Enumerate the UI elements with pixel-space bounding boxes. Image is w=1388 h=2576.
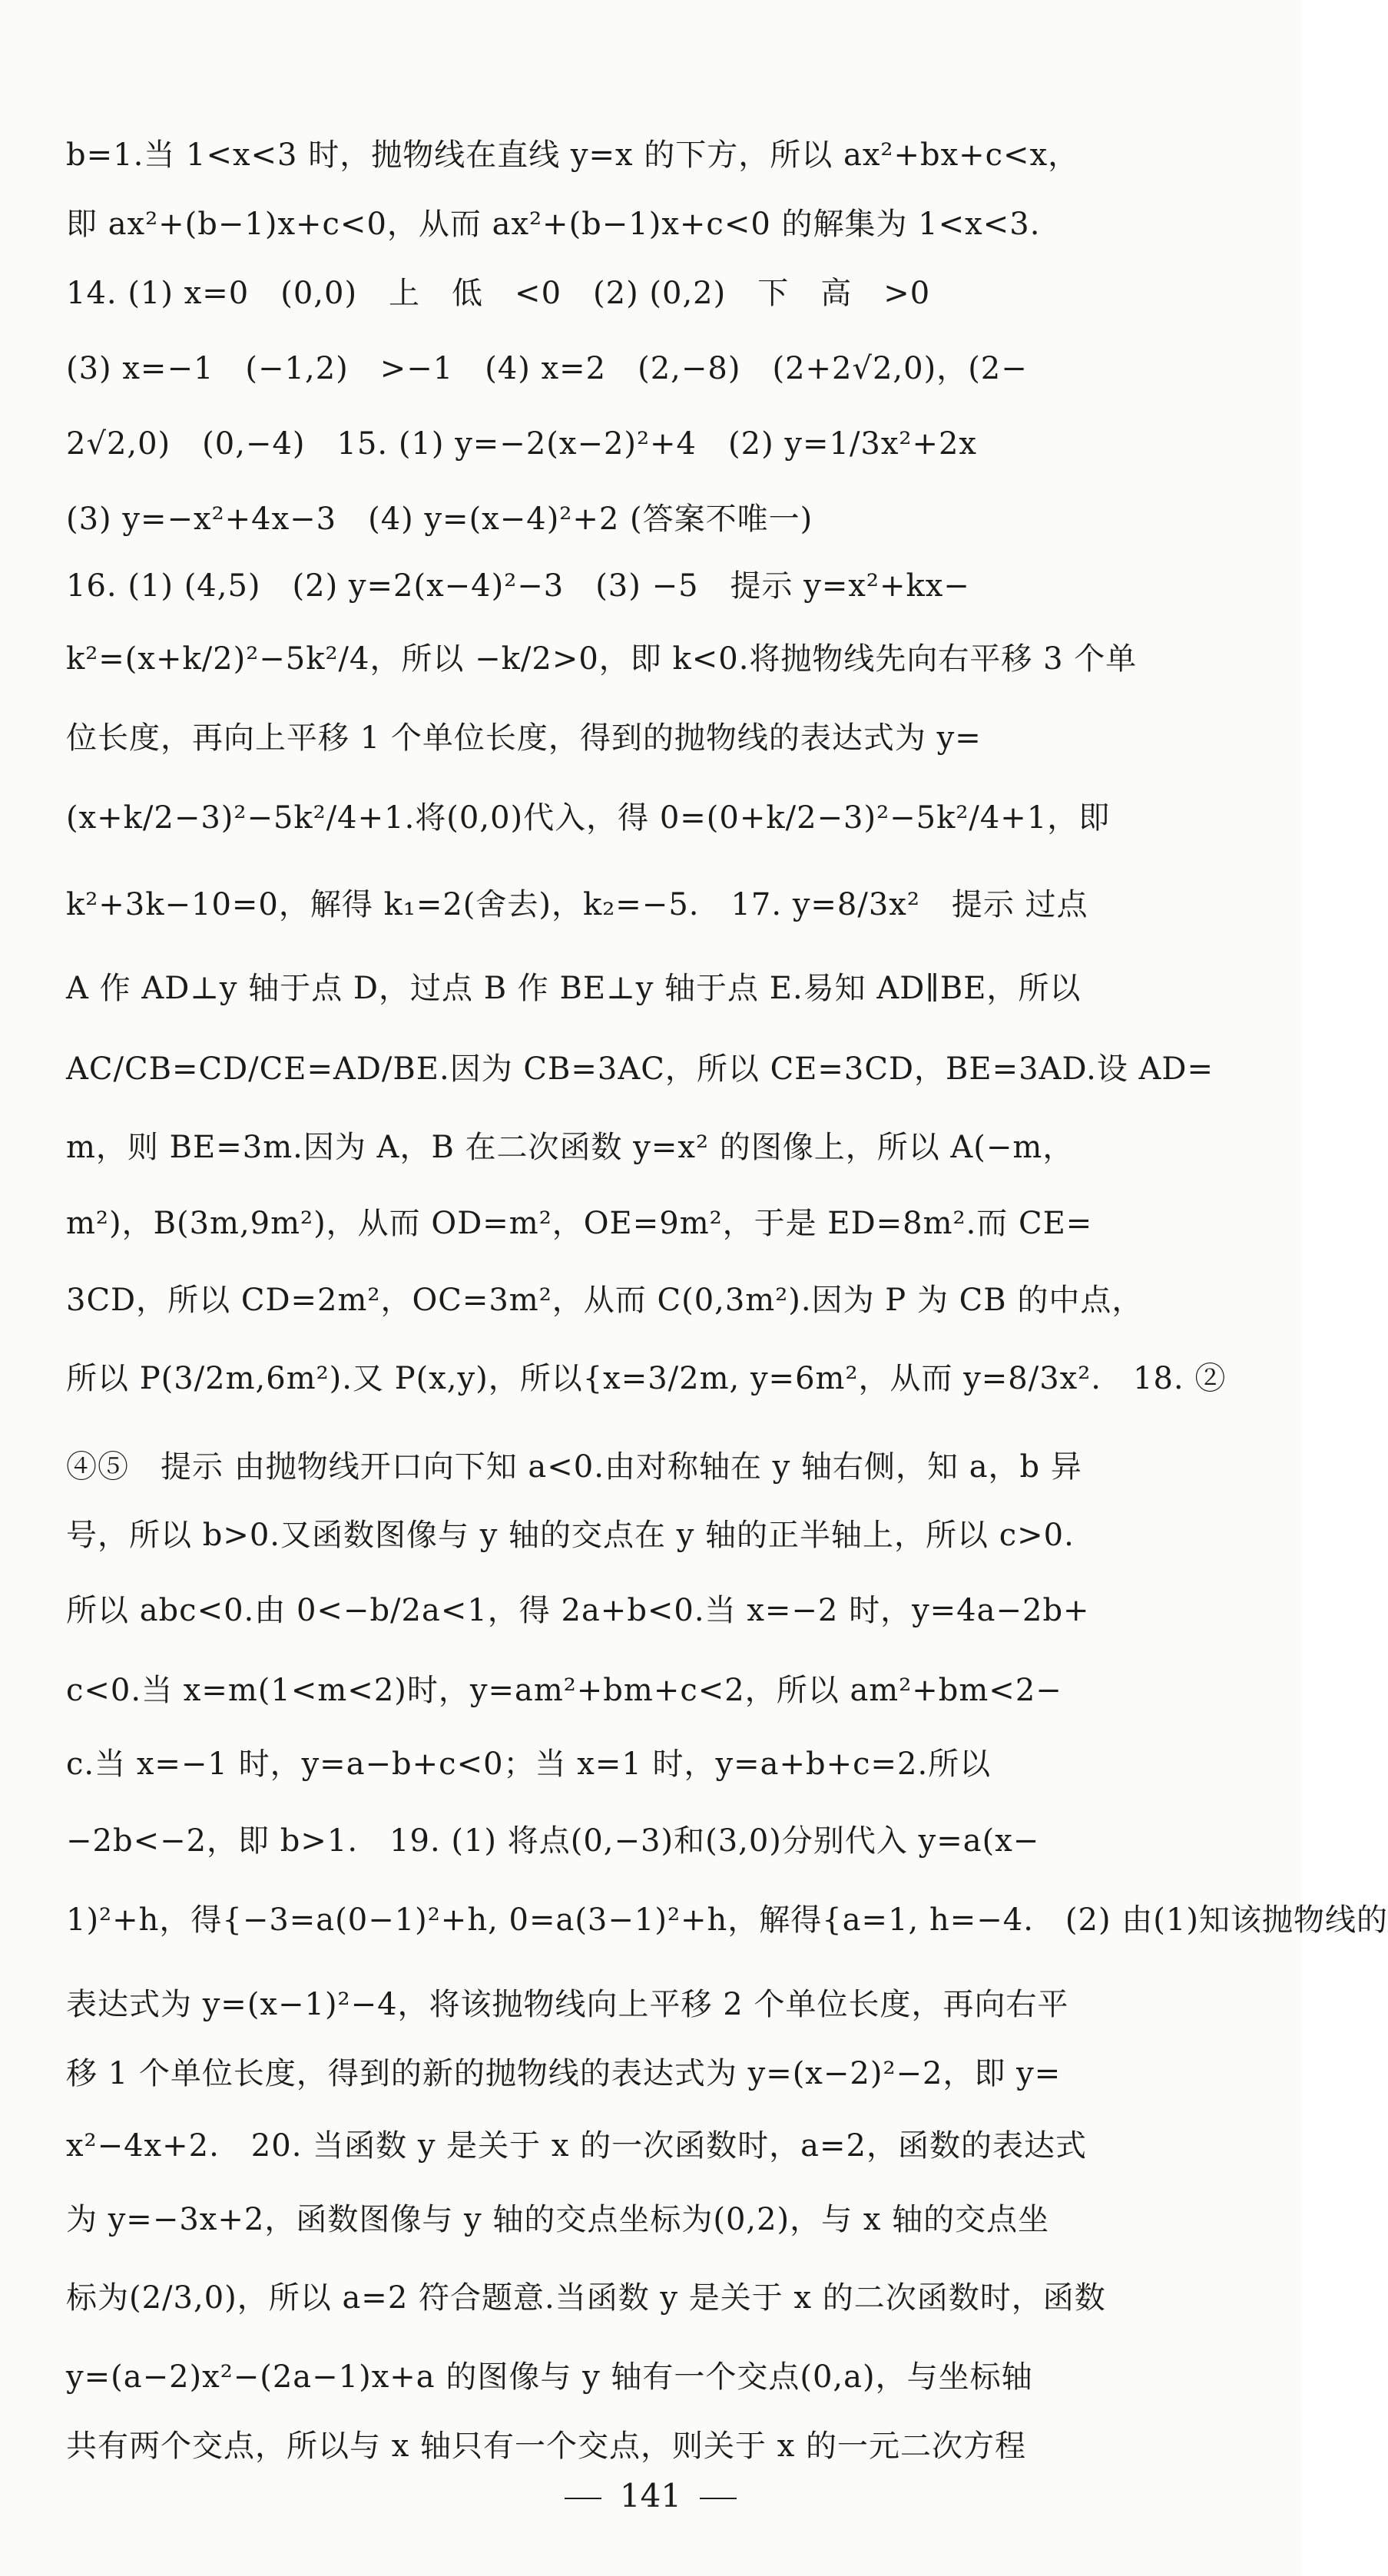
text-line: 为 y=−3x+2，函数图像与 y 轴的交点坐标为(0,2)，与 x 轴的交点坐 [66,2202,1050,2237]
text-line: 位长度，再向上平移 1 个单位长度，得到的抛物线的表达式为 y= [66,720,982,756]
text-line: y=(a−2)x²−(2a−1)x+a 的图像与 y 轴有一个交点(0,a)，与坐标轴 [66,2359,1033,2395]
text-line: 16. (1) (4,5) (2) y=2(x−4)²−3 (3) −5 提示 y=x²+kx− [66,568,970,604]
text-line: 所以 P(3/2m,6m²).又 P(x,y)，所以{x=3/2m, y=6m²，从而 y=8/3x². 18. ② [66,1361,1227,1396]
text-line: b=1.当 1<x<3 时，抛物线在直线 y=x 的下方，所以 ax²+bx+c<x， [66,137,1080,173]
text-line: −2b<−2，即 b>1. 19. (1) 将点(0,−3)和(3,0)分别代入 y=a(x− [66,1823,1040,1859]
text-line: c.当 x=−1 时，y=a−b+c<0；当 x=1 时，y=a+b+c=2.所以 [66,1747,992,1782]
text-line: c<0.当 x=m(1<m<2)时，y=am²+bm+c<2，所以 am²+bm<2− [66,1673,1062,1708]
dash-right [700,2498,737,2499]
text-line: A 作 AD⊥y 轴于点 D，过点 B 作 BE⊥y 轴于点 E.易知 AD∥BE，所以 [66,971,1082,1006]
text-line: (x+k/2−3)²−5k²/4+1.将(0,0)代入，得 0=(0+k/2−3)²−5k²/4+1，即 [66,800,1111,836]
text-line: 2√2,0) (0,−4) 15. (1) y=−2(x−2)²+4 (2) y=1/3x²+2x [66,426,977,462]
text-line: 共有两个交点，所以与 x 轴只有一个交点，则关于 x 的一元二次方程 [66,2429,1026,2464]
text-line: 1)²+h，得{−3=a(0−1)²+h, 0=a(3−1)²+h，解得{a=1, h=−4. (2) 由(1)知该抛物线的 [66,1902,1388,1938]
text-line: 3CD，所以 CD=2m²，OC=3m²，从而 C(0,3m²).因为 P 为 CB 的中点， [66,1283,1144,1318]
text-line: k²=(x+k/2)²−5k²/4，所以 −k/2>0，即 k<0.将抛物线先向右平移 3 个单 [66,641,1138,677]
text-line: k²+3k−10=0，解得 k₁=2(舍去)，k₂=−5. 17. y=8/3x² 提示 过点 [66,887,1088,922]
text-line: 号，所以 b>0.又函数图像与 y 轴的交点在 y 轴的正半轴上，所以 c>0. [66,1518,1075,1553]
dash-left [565,2498,601,2499]
text-line: 标为(2/3,0)，所以 a=2 符合题意.当函数 y 是关于 x 的二次函数时，函数 [66,2280,1106,2316]
text-line: ④⑤ 提示 由抛物线开口向下知 a<0.由对称轴在 y 轴右侧，知 a，b 异 [66,1449,1082,1485]
text-line: m²)，B(3m,9m²)，从而 OD=m²，OE=9m²，于是 ED=8m².而 CE= [66,1206,1093,1241]
text-line: 移 1 个单位长度，得到的新的抛物线的表达式为 y=(x−2)²−2，即 y= [66,2056,1062,2091]
text-line: (3) x=−1 (−1,2) >−1 (4) x=2 (2,−8) (2+2√2,0)，(2− [66,351,1028,386]
text-line: (3) y=−x²+4x−3 (4) y=(x−4)²+2 (答案不唯一) [66,502,813,537]
text-line: 所以 abc<0.由 0<−b/2a<1，得 2a+b<0.当 x=−2 时，y=4a−2b+ [66,1593,1090,1628]
text-line: 14. (1) x=0 (0,0) 上 低 <0 (2) (0,2) 下 高 >0 [66,276,931,311]
text-line: AC/CB=CD/CE=AD/BE.因为 CB=3AC，所以 CE=3CD，BE=3AD.设 AD= [66,1051,1214,1087]
text-line: x²−4x+2. 20. 当函数 y 是关于 x 的一次函数时，a=2，函数的表达式 [66,2128,1087,2164]
page-number-text: 141 [619,2477,682,2515]
page-number [0,2473,1301,2519]
text-line: m，则 BE=3m.因为 A，B 在二次函数 y=x² 的图像上，所以 A(−m， [66,1130,1075,1165]
text-line: 表达式为 y=(x−1)²−4，将该抛物线向上平移 2 个单位长度，再向右平 [66,1987,1069,2022]
text-line: 即 ax²+(b−1)x+c<0，从而 ax²+(b−1)x+c<0 的解集为 1<x<3. [66,207,1041,242]
